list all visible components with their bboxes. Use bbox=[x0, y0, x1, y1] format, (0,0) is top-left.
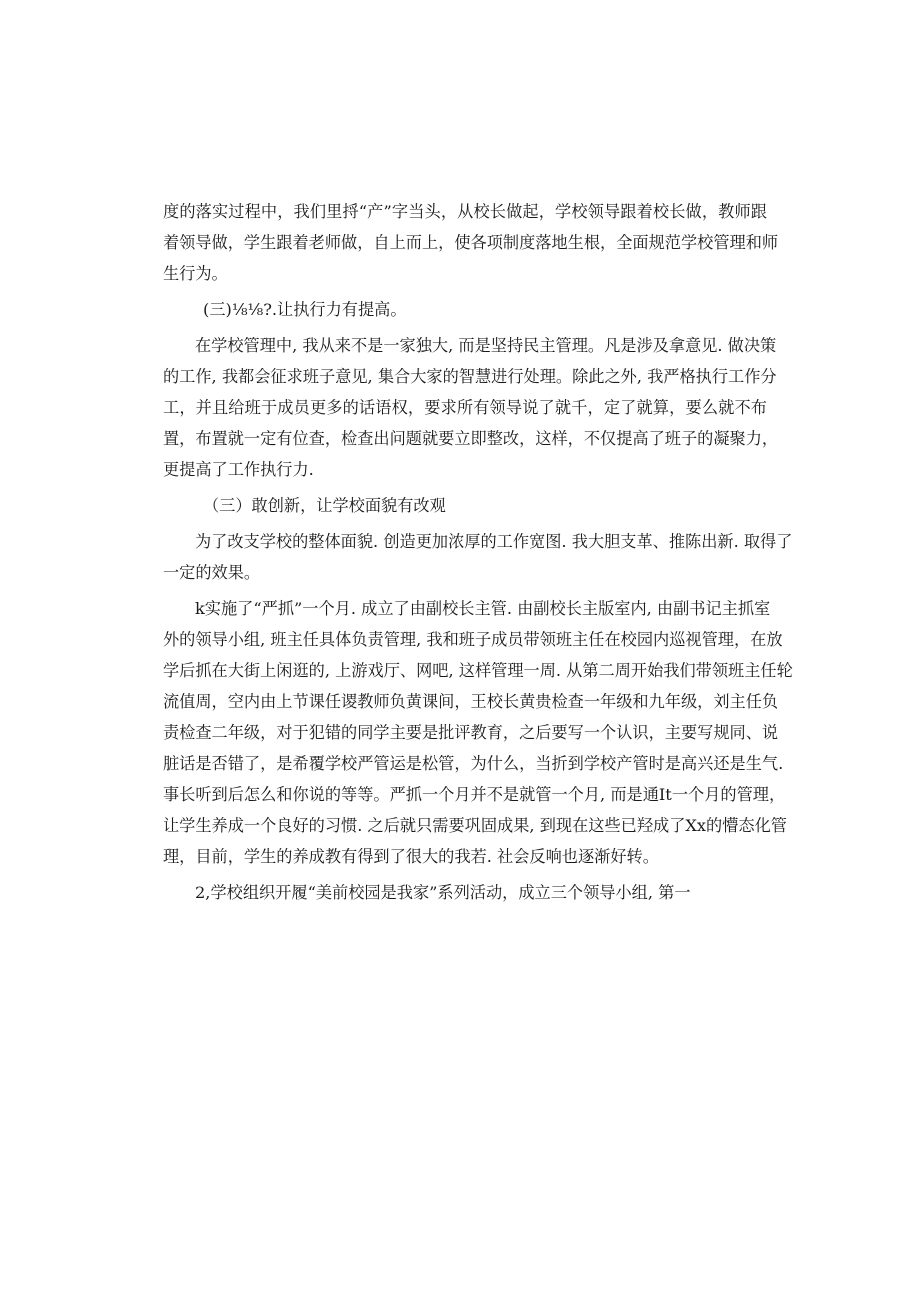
text-line: 2,学校组织开履“美前校园是我家”系列活动，成立三个领导小组, 第一 bbox=[195, 883, 691, 902]
text-line: 外的领导小组, 班主任具体负责管理, 我和班子成员带领班主任在校园内巡视管理，在放 bbox=[163, 630, 783, 649]
text-line: 脏话是否错了，是希覆学校严管运是松管，为什么，当折到学校产管时是高兴还是生气. bbox=[163, 754, 784, 773]
text-line: 生行为。 bbox=[163, 264, 228, 283]
text-line: 学后抓在大街上闲逛的, 上游戏厅、网吧, 这样管理一周. 从第二周开始我们带领班主任轮 bbox=[163, 661, 793, 680]
text-line: 责检查二年级，对于犯错的同学主要是批评教育，之后要写一个认识，主要写规同、说 bbox=[163, 723, 779, 742]
document-body bbox=[163, 196, 793, 908]
text-line: 一定的效果。 bbox=[163, 563, 261, 582]
section-heading bbox=[163, 294, 767, 325]
heading-text: （三）敢创新，让学校面貌有改观 bbox=[203, 496, 446, 515]
text-line: 的工作, 我都会征求班子意见, 集合大家的智慧进行处理。除此之外, 我严格执行工作分 bbox=[163, 367, 777, 386]
text-line: 理，目前，学生的养成教有得到了很大的我若. 社会反响也逐渐好转。 bbox=[163, 847, 659, 866]
heading-text: (三)⅛⅛?.让执行力有提高。 bbox=[203, 300, 407, 319]
paragraph bbox=[163, 196, 779, 289]
text-line: 事长听到后怎么和你说的等等。严抓一个月并不是就管一个月, 而是通It一个月的管理， bbox=[163, 785, 786, 804]
paragraph bbox=[163, 593, 793, 872]
paragraph bbox=[163, 877, 767, 908]
text-line: 置，布置就一定有位查，检查出问题就要立即整改，这样，不仅提高了班子的凝聚力， bbox=[163, 429, 779, 448]
text-line: 为了改支学校的整体面貌. 创造更加浓厚的工作宽图. 我大胆支革、推陈出新. 取得了 bbox=[195, 532, 793, 551]
paragraph bbox=[163, 330, 779, 485]
section-heading bbox=[163, 490, 767, 521]
text-line: k实施了“严抓”一个月. 成立了由副校长主管. 由副校长主版室内, 由副书记主抓室 bbox=[195, 599, 771, 618]
text-line: 在学校管理中, 我从来不是一家独大, 而是坚持民主管理。凡是涉及拿意见. 做决策 bbox=[195, 336, 777, 355]
text-line: 让学生养成一个良好的习惯. 之后就只需要巩固成果, 到现在这些已羟成了Xx的懵态化管 bbox=[163, 816, 787, 835]
text-line: 着领导做，学生跟着老师做，自上而上，使各项制度落地生根，全面规范学校管理和师 bbox=[163, 233, 779, 252]
paragraph bbox=[163, 526, 793, 588]
text-line: 工，并且给班于成员更多的话语权，要求所有领导说了就千，定了就算，要么就不布 bbox=[163, 398, 767, 417]
text-line: 更提高了工作执行力. bbox=[163, 460, 314, 479]
text-line: 流值周，空内由上节课任谡教师负黄课间，王校长黄贵检查一年级和九年级，刘主任负 bbox=[163, 692, 779, 711]
text-line: 度的落实过程中，我们里捋“产”字当头，从校长做起，学校领导跟着校长做，教师跟 bbox=[163, 202, 767, 221]
